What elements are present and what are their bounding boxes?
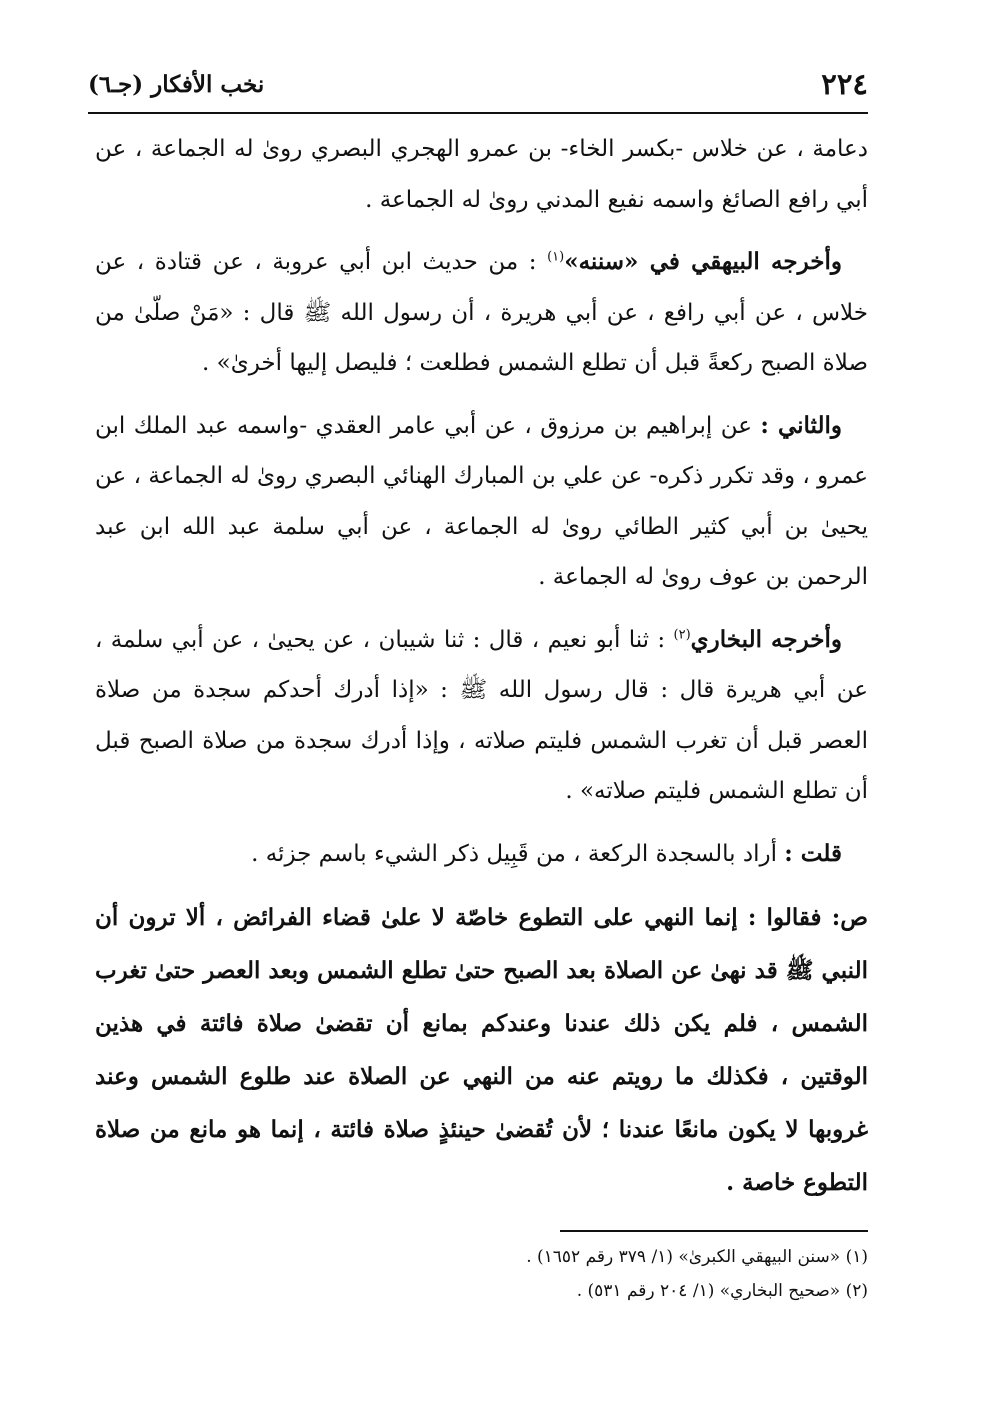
- paragraph-matn: ص: فقالوا : إنما النهي على التطوع خاصّة لا علىٰ قضاء الفرائض ، ألا ترون أن النبي ﷺ قد نهىٰ عن الصلاة بعد الصبح حتىٰ تطلع الشمس وبعد العصر حتىٰ تغرب الشمس ، فلم يكن ذلك عندنا وعندكم بمانع أن تقضىٰ صلاة فائتة في هذين الوقتين ، فكذلك ما رويتم عنه من النهي عن الصلاة عند طلوع الشمس وعند غروبها لا يكون مانعًا عندنا ؛ لأن تُقضىٰ حينئذٍ صلاة فائتة ، إنما هو مانع من صلاة التطوع خاصة .: [95, 904, 868, 1196]
- source-label: وأخرجه البخاري: [690, 625, 842, 653]
- paragraph-bukhari: [95, 615, 868, 817]
- page-header: [88, 60, 868, 108]
- paragraph-text: عن إبراهيم بن مرزوق ، عن أبي عامر العقدي -واسمه عبد الملك ابن عمرو ، وقد تكرر ذكره- عن علي بن المبارك الهنائي البصري روىٰ له الجماعة ، عن يحيىٰ بن أبي كثير الطائي روىٰ له الجماعة ، عن أبي سلمة عبد الله ابن عبد الرحمن بن عوف روىٰ له الجماعة .: [95, 412, 868, 590]
- paragraph-chain-continuation: دعامة ، عن خلاس -بكسر الخاء- بن عمرو الهجري البصري روىٰ له الجماعة ، عن أبي رافع الصائغ واسمه نفيع المدني روىٰ له الجماعة .: [95, 136, 868, 213]
- section-label: والثاني :: [760, 411, 842, 439]
- footnote-divider: [560, 1230, 868, 1232]
- comment-label: قلت :: [784, 839, 842, 867]
- footnote-2: (٢) «صحيح البخاري» (١/ ٢٠٤ رقم ٥٣١) .: [576, 1281, 868, 1301]
- paragraph-second-chain: [95, 401, 868, 603]
- paragraph-bayhaqi: [95, 237, 868, 389]
- footnote-ref-2: (٢): [673, 626, 691, 642]
- source-label: وأخرجه البيهقي في «سننه»: [564, 248, 843, 275]
- footnote-ref-1: (١): [547, 249, 565, 265]
- header-divider: [88, 112, 868, 114]
- paragraph-comment: [95, 829, 868, 880]
- footnote-1: (١) «سنن البيهقي الكبرىٰ» (١/ ٣٧٩ رقم ١٦٥٢) .: [526, 1247, 868, 1267]
- paragraph-text: : ثنا أبو نعيم ، قال : ثنا شيبان ، عن يحيىٰ ، عن أبي سلمة ، عن أبي هريرة قال : قال رسول الله ﷺ : «إذا أدرك أحدكم سجدة من صلاة العصر قبل أن تغرب الشمس فليتم صلاته ، وإذا أدرك سجدة من صلاة الصبح قبل أن تطلع الشمس فليتم صلاته» .: [95, 626, 868, 804]
- main-text: [95, 124, 868, 1221]
- paragraph-text: أراد بالسجدة الركعة ، من قَبِيل ذكر الشيء باسم جزئه .: [251, 840, 785, 867]
- page-number: ٢٢٤: [821, 67, 868, 101]
- footnotes: [95, 1240, 868, 1308]
- running-title: نخب الأفكار (جـ٦): [88, 70, 265, 98]
- paragraph-text: : من حديث ابن أبي عروبة ، عن قتادة ، عن خلاس ، عن أبي رافع ، عن أبي هريرة ، أن رسول الله ﷺ قال : «مَنْ صلّىٰ من صلاة الصبح ركعةً قبل أن تطلع الشمس فطلعت ؛ فليصل إليها أخرىٰ» .: [95, 249, 868, 376]
